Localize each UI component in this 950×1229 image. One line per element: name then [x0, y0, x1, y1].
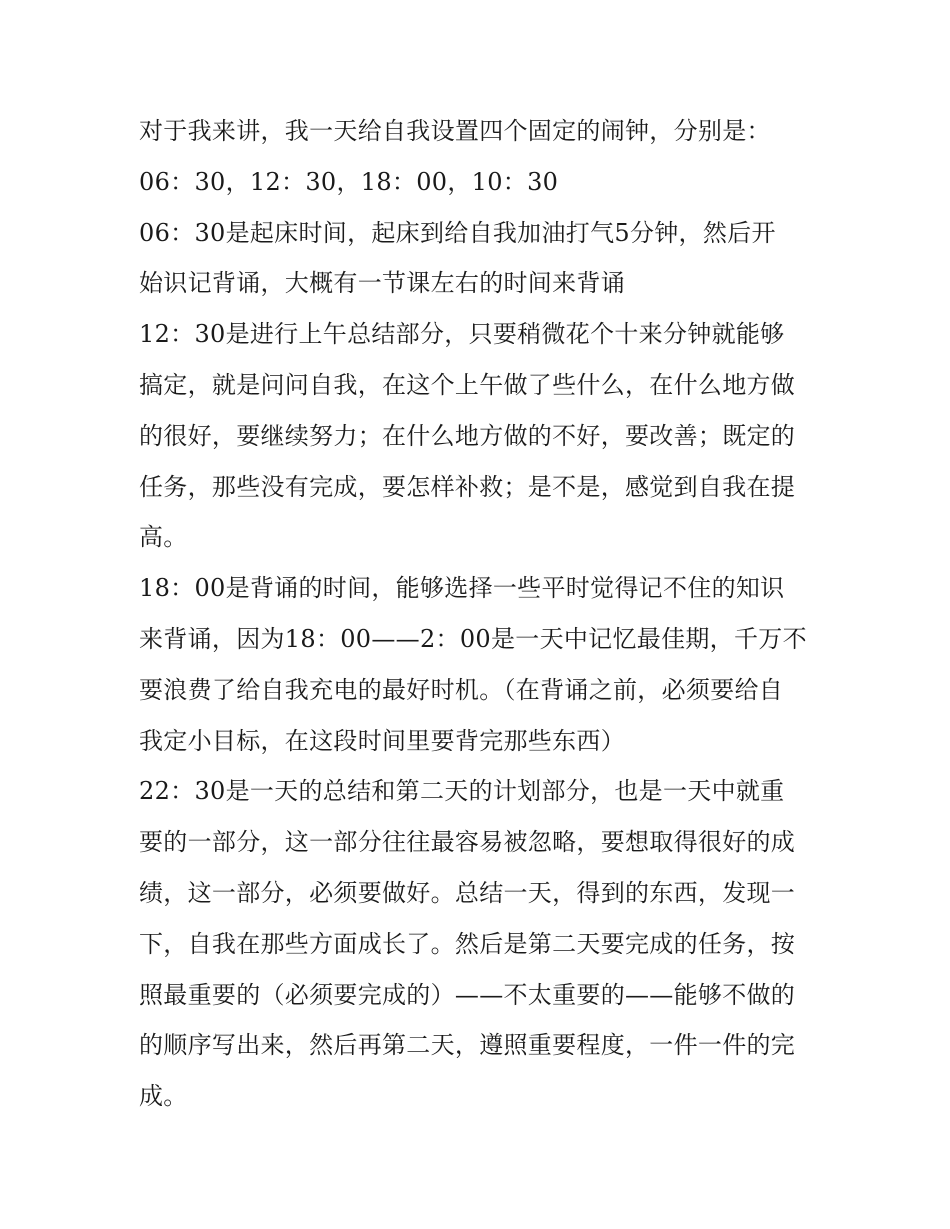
- text-line: 我定小目标，在这段时间里要背完那些东西）: [139, 726, 625, 755]
- text-line: 高。: [139, 523, 188, 552]
- text-line: 始识记背诵，大概有一节课左右的时间来背诵: [139, 269, 625, 298]
- text-line: 来背诵，因为18：00——2：00是一天中记忆最佳期，千万不: [139, 624, 807, 653]
- text-line: 22：30是一天的总结和第二天的计划部分，也是一天中就重: [139, 777, 785, 806]
- text-line: 12：30是进行上午总结部分，只要稍微花个十来分钟就能够: [139, 320, 785, 349]
- text-line: 18：00是背诵的时间，能够选择一些平时觉得记不住的知识: [139, 574, 785, 603]
- text-line: 成。: [139, 1082, 188, 1111]
- text-line: 搞定，就是问问自我，在这个上午做了些什么，在什么地方做: [139, 370, 796, 399]
- text-line: 任务，那些没有完成，要怎样补救；是不是，感觉到自我在提: [139, 472, 796, 501]
- text-line: 绩，这一部分，必须要做好。总结一天，得到的东西，发现一: [139, 878, 796, 907]
- document-body: [139, 106, 819, 1122]
- text-line: 06：30，12：30，18：00，10：30: [139, 167, 559, 196]
- text-line: 的很好，要继续努力；在什么地方做的不好，要改善；既定的: [139, 421, 796, 450]
- text-line: 要的一部分，这一部分往往最容易被忽略，要想取得很好的成: [139, 828, 796, 857]
- text-line: 的顺序写出来，然后再第二天，遵照重要程度，一件一件的完: [139, 1031, 796, 1060]
- text-line: 照最重要的（必须要完成的）——不太重要的——能够不做的: [139, 980, 796, 1009]
- text-line: 对于我来讲，我一天给自我设置四个固定的闹钟，分别是：: [139, 117, 771, 145]
- text-line: 要浪费了给自我充电的最好时机。（在背诵之前，必须要给自: [139, 675, 784, 704]
- text-line: 06：30是起床时间，起床到给自我加油打气5分钟，然后开: [139, 218, 776, 247]
- text-line: 下，自我在那些方面成长了。然后是第二天要完成的任务，按: [139, 929, 796, 958]
